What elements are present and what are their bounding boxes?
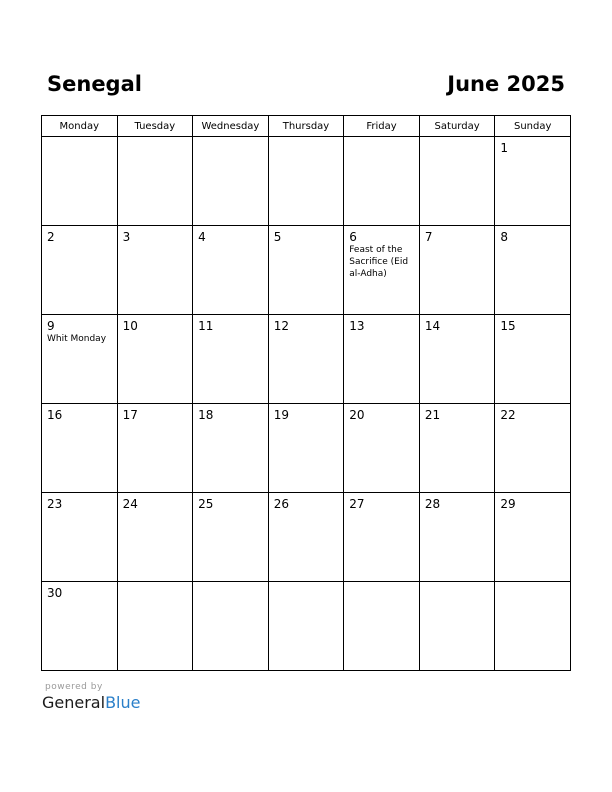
day-number: 27 <box>349 497 365 511</box>
day-number: 26 <box>273 497 289 511</box>
day-cell <box>344 226 420 315</box>
calendar-country-title: Senegal <box>47 72 142 96</box>
day-cell <box>193 226 269 315</box>
day-number: 16 <box>47 408 63 422</box>
day-cell <box>117 315 193 404</box>
day-number: 19 <box>273 408 289 422</box>
day-cell <box>344 137 420 226</box>
day-number: 22 <box>500 408 516 422</box>
day-cell <box>117 582 193 671</box>
day-cell <box>117 493 193 582</box>
weekday-header: Sunday <box>495 116 571 137</box>
day-cell <box>42 315 118 404</box>
day-number: 1 <box>500 141 509 155</box>
day-cell <box>268 315 344 404</box>
day-cell <box>419 226 495 315</box>
day-number: 5 <box>273 230 282 244</box>
weekday-header: Tuesday <box>117 116 193 137</box>
day-number: 28 <box>424 497 441 511</box>
day-number: 12 <box>273 319 289 333</box>
day-cell <box>268 404 344 493</box>
day-number: 25 <box>198 497 214 511</box>
weekday-header: Saturday <box>419 116 495 137</box>
weekday-header: Wednesday <box>193 116 269 137</box>
day-cell <box>495 315 571 404</box>
day-cell <box>419 582 495 671</box>
day-number: 4 <box>198 230 206 244</box>
day-cell <box>344 404 420 493</box>
day-cell <box>117 226 193 315</box>
day-number: 17 <box>122 408 138 422</box>
week-row <box>42 582 571 671</box>
day-cell <box>419 493 495 582</box>
weekday-header: Friday <box>344 116 420 137</box>
day-number: 24 <box>122 497 138 511</box>
day-cell <box>344 582 420 671</box>
day-number: 29 <box>500 497 516 511</box>
holiday-label: Feast of the Sacrifice (Eid al-Adha) <box>349 245 409 279</box>
day-number: 10 <box>122 319 138 333</box>
day-cell <box>344 315 420 404</box>
day-cell <box>268 493 344 582</box>
day-number: 21 <box>424 408 441 422</box>
day-cell <box>117 404 193 493</box>
week-row <box>42 226 571 315</box>
day-cell <box>495 226 571 315</box>
brand-blue-text: Blue <box>105 693 141 712</box>
weekday-header: Monday <box>42 116 118 137</box>
day-cell <box>344 493 420 582</box>
day-cell <box>495 137 571 226</box>
day-cell <box>193 137 269 226</box>
day-number: 3 <box>122 230 131 244</box>
calendar-grid <box>41 115 571 671</box>
day-number: 2 <box>47 230 55 244</box>
day-cell <box>419 315 495 404</box>
day-cell <box>193 582 269 671</box>
week-row <box>42 493 571 582</box>
day-cell <box>268 137 344 226</box>
day-cell <box>42 404 118 493</box>
powered-by-label: powered by <box>45 682 103 692</box>
day-cell <box>42 137 118 226</box>
day-cell <box>117 137 193 226</box>
brand-general-text: General <box>42 693 106 712</box>
week-row <box>42 404 571 493</box>
day-number: 18 <box>198 408 214 422</box>
weekday-header-row <box>42 116 571 137</box>
day-cell <box>495 582 571 671</box>
day-number: 9 <box>47 319 55 333</box>
day-number: 6 <box>349 230 357 244</box>
day-number: 23 <box>47 497 63 511</box>
day-cell <box>42 582 118 671</box>
day-number: 7 <box>424 230 433 244</box>
day-cell <box>419 137 495 226</box>
day-cell <box>268 226 344 315</box>
day-number: 15 <box>500 319 516 333</box>
day-number: 14 <box>424 319 441 333</box>
day-cell <box>419 404 495 493</box>
weekday-header: Thursday <box>268 116 344 137</box>
day-cell <box>193 315 269 404</box>
day-number: 20 <box>349 408 365 422</box>
calendar-month-title: June 2025 <box>447 72 565 96</box>
brand-logo-link[interactable] <box>42 693 140 713</box>
day-cell <box>193 493 269 582</box>
day-number: 30 <box>47 586 63 600</box>
day-number: 11 <box>198 319 214 333</box>
week-row <box>42 315 571 404</box>
holiday-label: Whit Monday <box>47 334 107 344</box>
day-cell <box>193 404 269 493</box>
day-number: 8 <box>500 230 509 244</box>
day-cell <box>42 493 118 582</box>
day-cell <box>495 404 571 493</box>
day-cell <box>495 493 571 582</box>
day-cell <box>42 226 118 315</box>
day-number: 13 <box>349 319 365 333</box>
day-cell <box>268 582 344 671</box>
week-row <box>42 137 571 226</box>
